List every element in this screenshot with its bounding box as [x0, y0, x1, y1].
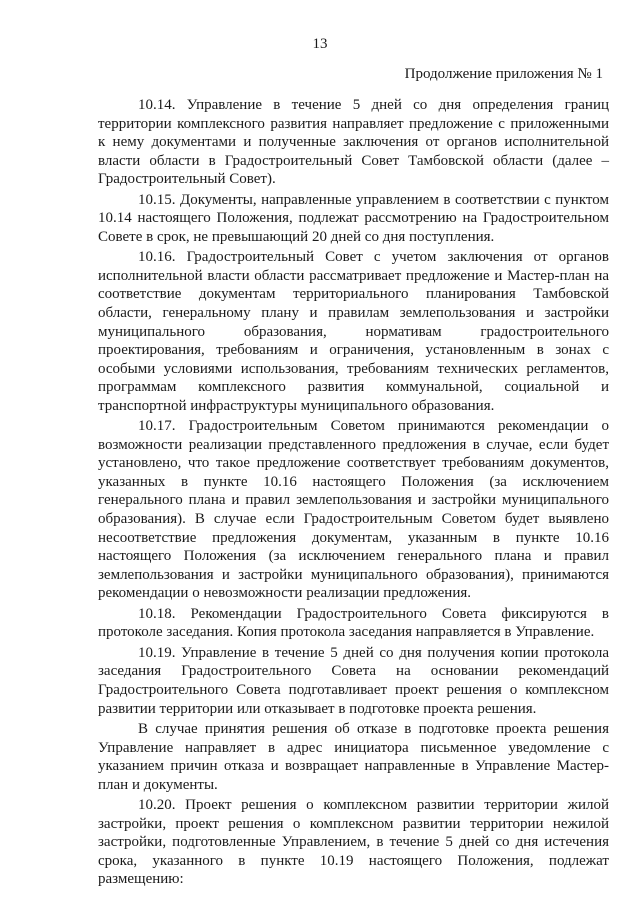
page-number: 13 — [312, 36, 328, 52]
paragraph-10-19: 10.19. Управление в течение 5 дней со дня получения копии протокола заседания Градостроительного Совета на основании рекомендаций Градостроительного Совета подготавливает проект решения о комплексном развитии территории или отказывает в подготовке проекта решения. — [98, 644, 609, 717]
paragraph-refusal: В случае принятия решения об отказе в подготовке проекта решения Управление направляет в адрес инициатора письменное уведомление с указанием причин отказа и возвращает направленные в Управление Мастер-план и документы. — [98, 721, 609, 793]
paragraph-10-20: 10.20. Проект решения о комплексном развитии территории жилой застройки, проект решения о комплексном развитии территории нежилой застройки, подготовленные Управлением, в течение 5 дней со дня истечения срока, указанного в пункте 10.19 настоящего Положения, подлежат размещению: — [98, 797, 609, 888]
appendix-continuation-note: Продолжение приложения № 1 — [404, 66, 603, 82]
paragraph-10-16: 10.16. Градостроительный Совет с учетом заключения от органов исполнительной власти области рассматривает предложение и Мастер-план на соответствие документам территориального планирования Тамбовской области, генеральному плану и правилам землепользования и застройки муниципального образования, нормативам градостроительного проектирования, требованиям и ограничения, установленным в зонах с особыми условиями использования, требованиям технических регламентов, программам комплексного развития коммунальной, социальной и транспортной инфраструктуры муниципального образования. — [98, 249, 609, 414]
document-body — [98, 96, 609, 891]
paragraph-10-15: 10.15. Документы, направленные управлением в соответствии с пунктом 10.14 настоящего Положения, подлежат рассмотрению на Градостроительном Совете в срок, не превышающий 20 дней со дня поступления. — [98, 191, 609, 245]
paragraph-10-18: 10.18. Рекомендации Градостроительного Совета фиксируются в протоколе заседания. Копия протокола заседания направляется в Управление. — [98, 605, 609, 641]
paragraph-10-17: 10.17. Градостроительным Советом принимаются рекомендации о возможности реализации представленного предложения в случае, если будет установлено, что такое предложение соответствует требованиям документов, указанных в пункте 10.16 настоящего Положения (за исключением генерального плана и правил землепользования и застройки муниципального образования). В случае если Градостроительным Советом будет выявлено несоответствие предложения документам, указанным в пункте 10.16 настоящего Положения (за исключением генерального плана и правил землепользования и застройки муниципального образования), принимаются рекомендации о невозможности реализации предложения. — [98, 418, 609, 602]
paragraph-10-14: 10.14. Управление в течение 5 дней со дня определения границ территории комплексного развития направляет предложение с приложенными к нему документами и полученные заключения от органов исполнительной власти области в Градостроительный Совет Тамбовской области (далее – Градостроительный Совет). — [98, 97, 609, 188]
